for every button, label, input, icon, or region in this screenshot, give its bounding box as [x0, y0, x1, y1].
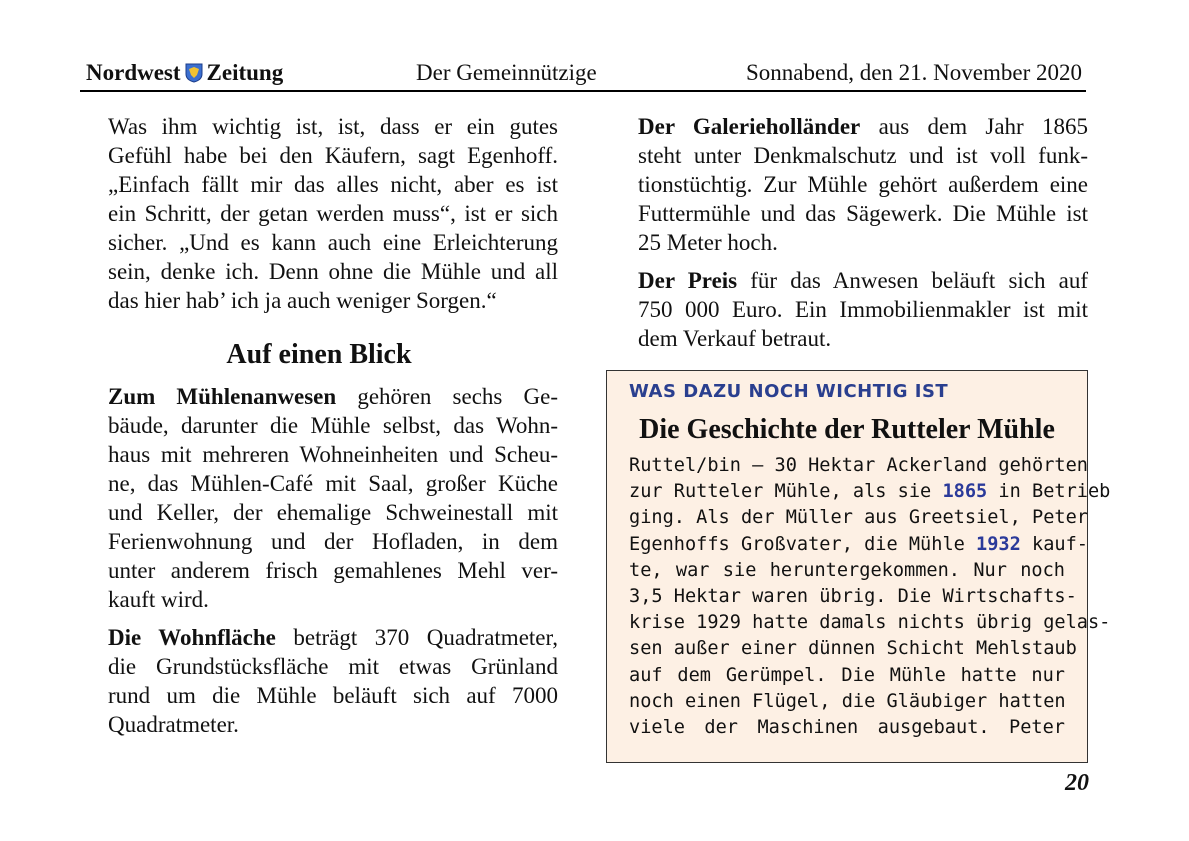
lead-term: Der Galerieholländer — [638, 114, 861, 139]
text-line: Egenhoffs Großvater, die Mühle 1932 kauf- — [629, 533, 1088, 555]
text-line: das hier hab’ ich ja auch weniger Sorgen.“ — [108, 288, 497, 313]
text-line: bäude, darunter die Mühle selbst, das Wohn- — [108, 413, 558, 438]
section-heading: Auf einen Blick — [226, 339, 412, 370]
text-line: 3,5 Hektar waren übrig. Die Wirtschafts- — [629, 586, 1077, 608]
text-line: ging. Als der Müller aus Greetsiel, Peter — [629, 507, 1088, 529]
text-line: steht unter Denkmalschutz und ist voll funk- — [638, 143, 1088, 168]
text-line: Was ihm wichtig ist, ist, dass er ein gutes — [108, 114, 558, 139]
text-line: „Einfach fällt mir das alles nicht, aber es ist — [108, 172, 558, 197]
text-line: ne, das Mühlen-Café mit Saal, großer Küche — [108, 471, 558, 496]
paragraph-quote — [80, 112, 558, 315]
year-highlight: 1932 — [976, 533, 1021, 555]
text-line: unter anderem frisch gemahlenes Mehl ver- — [108, 558, 558, 583]
crest-icon — [185, 63, 203, 83]
text-line: sicher. „Und es kann auch eine Erleichterung — [108, 230, 558, 255]
paragraph-wohnflaeche — [80, 623, 558, 739]
text-line: Ruttel/bin – 30 Hektar Ackerland gehörten — [629, 455, 1088, 476]
text-line: Gefühl habe bei den Käufern, sagt Egenhoff. — [108, 143, 558, 168]
text-line: Der Galerieholländer aus dem Jahr 1865 — [638, 114, 1089, 139]
text-line: tionstüchtig. Zur Mühle gehört außerdem eine — [638, 172, 1088, 197]
lead-term: Zum Mühlenanwesen — [108, 384, 337, 409]
box-body — [629, 453, 1111, 741]
text-line: sen außer einer dünnen Schicht Mehlstaub — [629, 638, 1077, 660]
text-line: Ferienwohnung und der Hofladen, in dem — [108, 529, 558, 554]
paragraph-muehlenanwesen — [80, 382, 558, 614]
text-line: sein, denke ich. Denn ohne die Mühle und all — [108, 259, 558, 284]
text-line: kauft wird. — [108, 587, 209, 612]
brand-name-part2: Zeitung — [206, 60, 284, 85]
paragraph-galeriehollaender — [610, 112, 1088, 257]
section-title: Der Gemeinnützige — [416, 60, 597, 85]
text-line: Quadratmeter. — [108, 712, 239, 737]
right-column — [610, 112, 1088, 362]
issue-date: Sonnabend, den 21. November 2020 — [746, 60, 1082, 85]
text-line: Futtermühle und das Sägewerk. Die Mühle ist — [638, 201, 1088, 226]
text-line: Der Preis für das Anwesen beläuft sich auf — [638, 268, 1088, 293]
newspaper-brand — [86, 58, 283, 88]
year-highlight: 1865 — [942, 481, 988, 503]
text-line: und Keller, der ehemalige Schweinestall mit — [108, 500, 558, 525]
info-box — [606, 370, 1111, 763]
text-line: Die Wohnfläche beträgt 370 Quadratmeter, — [108, 625, 558, 650]
left-column — [80, 112, 558, 748]
text-line: krise 1929 hatte damals nichts übrig gelas- — [629, 612, 1111, 634]
lead-term: Der Preis — [638, 268, 738, 293]
page-header — [80, 58, 1086, 92]
page-number: 20 — [1065, 770, 1089, 796]
text-line: haus mit mehreren Wohneinheiten und Scheu- — [108, 442, 558, 467]
text-line: ein Schritt, der getan werden muss“, ist er sich — [108, 201, 558, 226]
text-line: 25 Meter hoch. — [638, 230, 778, 255]
text-line: te, war sie heruntergekommen. Nur noch — [629, 559, 1065, 581]
text-line: die Grundstücksfläche mit etwas Grünland — [108, 654, 558, 679]
box-kicker: WAS DAZU NOCH WICHTIG IST — [629, 381, 949, 402]
text-line: noch einen Flügel, die Gläubiger hatten — [629, 690, 1066, 712]
text-line: rund um die Mühle beläuft sich auf 7000 — [108, 683, 558, 708]
text-line: auf dem Gerümpel. Die Mühle hatte nur — [629, 664, 1065, 686]
brand-name-part1: Nordwest — [86, 60, 181, 85]
text-line: dem Verkauf betraut. — [638, 326, 832, 351]
text-line: Zum Mühlenanwesen gehören sechs Ge- — [108, 384, 558, 409]
lead-term: Die Wohnfläche — [108, 625, 276, 650]
box-title: Die Geschichte der Rutteler Mühle — [639, 414, 1055, 445]
text-line: zur Rutteler Mühle, als sie 1865 in Betrieb — [629, 481, 1111, 503]
paragraph-preis — [610, 266, 1088, 353]
text-line: 750 000 Euro. Ein Immobilienmakler ist mit — [638, 297, 1088, 322]
text-line: viele der Maschinen ausgebaut. Peter — [629, 717, 1065, 739]
